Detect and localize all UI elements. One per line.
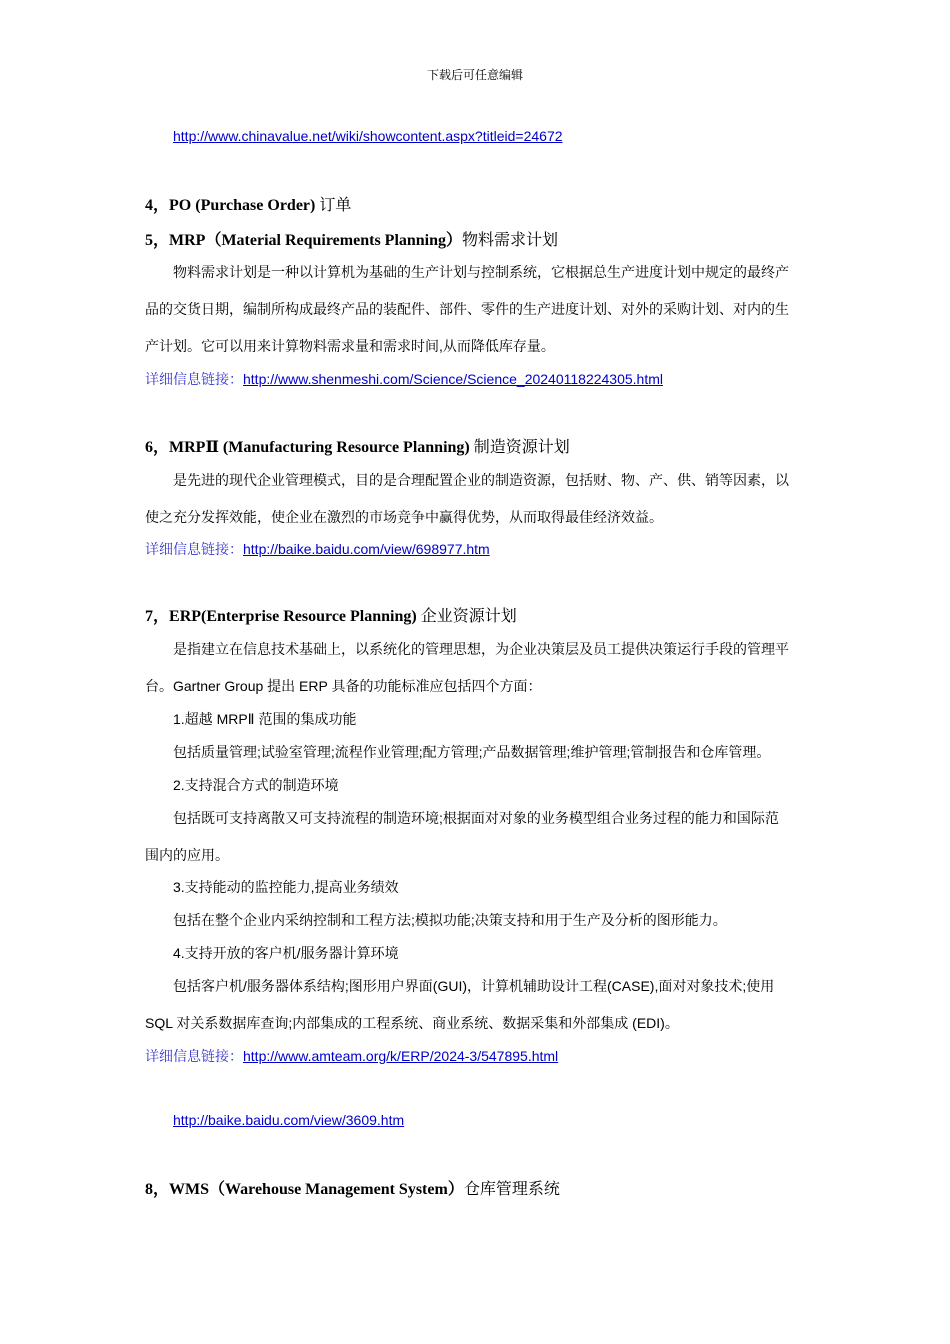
section-7-para-line-1: 是指建立在信息技术基础上，以系统化的管理思想，为企业决策层及员工提供决策运行手段的管理平 bbox=[173, 641, 789, 657]
section-8-title-en: WMS（Warehouse Management System） bbox=[169, 1181, 464, 1198]
section-4-heading bbox=[145, 192, 351, 215]
erp-item-3-desc: 包括在整个企业内采纳控制和工程方法;模拟功能;决策支持和用于生产及分析的图形能力。 bbox=[173, 912, 727, 928]
erp-item-3-title: 3.支持能动的监控能力,提高业务绩效 bbox=[173, 879, 399, 895]
section-5-title-zh: 物料需求计划 bbox=[462, 232, 559, 249]
erp-item-2-desc-line-2: 围内的应用。 bbox=[145, 847, 229, 863]
section-7-number: 7， bbox=[145, 608, 170, 625]
section-4-title-en: PO (Purchase Order) bbox=[169, 197, 316, 214]
section-7-title-zh: 企业资源计划 bbox=[416, 608, 517, 625]
detail-link-label: 详细信息链接： bbox=[145, 371, 243, 387]
section-6-title-zh: 制造资源计划 bbox=[469, 439, 570, 456]
baike-3609-link[interactable]: http://baike.baidu.com/view/3609.htm bbox=[173, 1112, 405, 1128]
amteam-link[interactable]: http://www.amteam.org/k/ERP/2024-3/547895.html bbox=[243, 1048, 559, 1064]
section-5-para-line-2: 品的交货日期，编制所构成最终产品的装配件、部件、零件的生产进度计划、对外的采购计划、对内的生 bbox=[145, 301, 789, 317]
section-5-para-line-1: 物料需求计划是一种以计算机为基础的生产计划与控制系统，它根据总生产进度计划中规定的最终产 bbox=[173, 264, 789, 280]
section-6-title-en: MRPⅡ (Manufacturing Resource Planning) bbox=[169, 439, 470, 456]
section-7-title-en: ERP(Enterprise Resource Planning) bbox=[169, 608, 417, 625]
page-header: 下载后可任意编辑 bbox=[426, 68, 523, 82]
section-5-number: 5， bbox=[145, 232, 170, 249]
section-7-para-line-2: 台。Gartner Group 提出 ERP 具备的功能标准应包括四个方面： bbox=[145, 678, 542, 694]
section-5-detail-link-row bbox=[145, 369, 663, 389]
section-6-para-line-2: 使之充分发挥效能，使企业在激烈的市场竞争中赢得优势，从而取得最佳经济效益。 bbox=[145, 509, 663, 525]
detail-link-label: 详细信息链接： bbox=[145, 541, 243, 557]
shenmeshi-link[interactable]: http://www.shenmeshi.com/Science/Science_20240118224305.html bbox=[243, 371, 663, 387]
section-6-para-line-1: 是先进的现代企业管理模式，目的是合理配置企业的制造资源，包括财、物、产、供、销等因素，以 bbox=[173, 472, 789, 488]
section-6-number: 6， bbox=[145, 439, 170, 456]
section-8-heading bbox=[145, 1176, 560, 1199]
section-6-heading bbox=[145, 434, 570, 457]
section-8-number: 8， bbox=[145, 1181, 170, 1198]
section-4-title-zh: 订单 bbox=[315, 197, 352, 214]
erp-item-2-desc-line-1: 包括既可支持离散又可支持流程的制造环境;根据面对对象的业务模型组合业务过程的能力和国际范 bbox=[173, 810, 779, 826]
chinavalue-link[interactable]: http://www.chinavalue.net/wiki/showcontent.aspx?titleid=24672 bbox=[173, 128, 563, 144]
section-5-title-en: MRP（Material Requirements Planning） bbox=[169, 232, 463, 249]
erp-item-2-title: 2.支持混合方式的制造环境 bbox=[173, 777, 339, 793]
detail-link-label: 详细信息链接： bbox=[145, 1048, 243, 1064]
section-7-heading bbox=[145, 603, 517, 626]
section-4-number: 4， bbox=[145, 197, 170, 214]
baike-698977-link[interactable]: http://baike.baidu.com/view/698977.htm bbox=[243, 541, 490, 557]
section-6-detail-link-row bbox=[145, 539, 490, 559]
erp-item-4-desc-line-1: 包括客户机/服务器体系结构;图形用户界面(GUI)，计算机辅助设计工程(CASE),面对对象技术;使用 bbox=[173, 978, 775, 994]
erp-item-4-desc-line-2: SQL 对关系数据库查询;内部集成的工程系统、商业系统、数据采集和外部集成 (EDI)。 bbox=[145, 1015, 679, 1031]
section-7-detail-link-row bbox=[145, 1046, 558, 1066]
erp-item-4-title: 4.支持开放的客户机/服务器计算环境 bbox=[173, 945, 399, 961]
erp-item-1-desc: 包括质量管理;试验室管理;流程作业管理;配方管理;产品数据管理;维护管理;管制报告和仓库管理。 bbox=[173, 744, 771, 760]
erp-item-1-title: 1.超越 MRPⅡ 范围的集成功能 bbox=[173, 711, 357, 727]
section-5-para-line-3: 产计划。它可以用来计算物料需求量和需求时间,从而降低库存量。 bbox=[145, 338, 555, 354]
section-5-heading bbox=[145, 227, 558, 250]
section-8-title-zh: 仓库管理系统 bbox=[463, 1181, 560, 1198]
